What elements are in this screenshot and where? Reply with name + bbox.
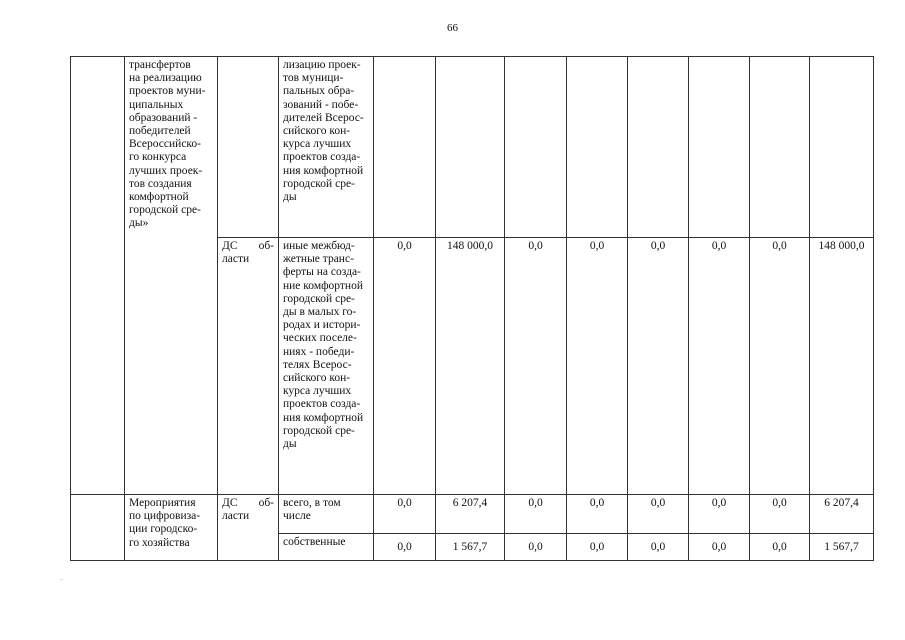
value-cell: [567, 57, 628, 238]
funding-source-cell: ДС об- ласти: [218, 495, 279, 561]
value-cell: 1 567,7: [810, 534, 874, 561]
value-cell: 0,0: [750, 495, 810, 534]
value-cell: 0,0: [689, 495, 750, 534]
program-name-cell: Мероприятия по цифровиза- ции городско- го хозяйства: [125, 495, 218, 561]
value-cell: 0,0: [750, 534, 810, 561]
value-cell: 0,0: [628, 534, 689, 561]
table-row: [71, 57, 874, 238]
value-cell: [810, 57, 874, 238]
value-cell: [505, 57, 567, 238]
value-cell: 0,0: [750, 238, 810, 495]
value-cell: 0,0: [505, 534, 567, 561]
value-cell: 148 000,0: [810, 238, 874, 495]
value-cell: 0,0: [628, 495, 689, 534]
value-cell: 0,0: [689, 238, 750, 495]
scan-edge-line: [0, 579, 905, 580]
funding-source-cell: [218, 57, 279, 238]
value-cell: 6 207,4: [810, 495, 874, 534]
value-cell: 0,0: [374, 238, 436, 495]
expense-type-cell: всего, в том числе: [279, 495, 374, 534]
value-cell: [750, 57, 810, 238]
value-cell: 0,0: [505, 495, 567, 534]
value-cell: [436, 57, 505, 238]
table-row: [71, 495, 874, 534]
value-cell: 6 207,4: [436, 495, 505, 534]
value-cell: 0,0: [567, 238, 628, 495]
value-cell: 0,0: [567, 495, 628, 534]
value-cell: 0,0: [505, 238, 567, 495]
funding-source-cell: ДС об- ласти: [218, 238, 279, 495]
value-cell: 0,0: [374, 534, 436, 561]
page-number: 66: [447, 22, 458, 34]
index-cell: [71, 495, 125, 561]
value-cell: [689, 57, 750, 238]
expense-type-cell: собственные: [279, 534, 374, 561]
value-cell: 148 000,0: [436, 238, 505, 495]
value-cell: 0,0: [567, 534, 628, 561]
budget-table: [70, 56, 874, 561]
value-cell: 1 567,7: [436, 534, 505, 561]
value-cell: 0,0: [374, 495, 436, 534]
index-cell: [71, 57, 125, 495]
value-cell: [374, 57, 436, 238]
expense-type-cell: лизацию проек- тов муници- пальных обра- зований - побе- дителей Всерос- сийского кон- курса лучших проектов созда- ния комфортной городской сре- ды: [279, 57, 374, 238]
expense-type-cell: иные межбюд- жетные транс- ферты на созда- ние комфортной городской сре- ды в малых го- родах и истори- ческих поселе- ниях - победи- телях Всерос- сийского кон- курса лучших проектов созда- ния комфортной городской сре- ды: [279, 238, 374, 495]
value-cell: [628, 57, 689, 238]
value-cell: 0,0: [689, 534, 750, 561]
value-cell: 0,0: [628, 238, 689, 495]
program-name-cell: трансфертов на реализацию проектов муни- ципальных образований - победителей Всероссийско- го конкурса лучших проек- тов создания комфортной городской сре- ды»: [125, 57, 218, 495]
